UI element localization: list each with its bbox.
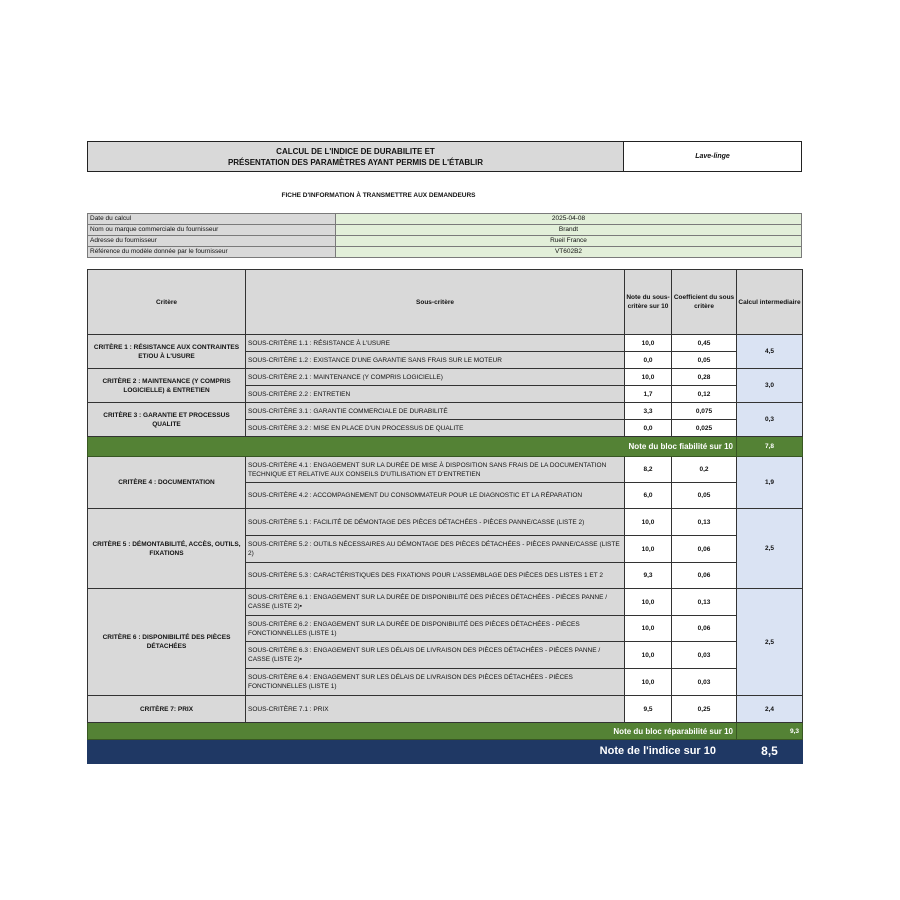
sub-criterion-coef: 0,13 bbox=[672, 589, 737, 616]
header-sous-critere: Sous-critère bbox=[246, 270, 625, 335]
info-value: Brandt bbox=[336, 225, 802, 236]
criterion-label: CRITÈRE 2 : MAINTENANCE (Y COMPRIS LOGICIELLE) & ENTRETIEN bbox=[88, 369, 246, 403]
info-row bbox=[88, 225, 802, 236]
criterion-calc: 0,3 bbox=[737, 403, 803, 437]
header-note: Note du sous-critère sur 10 bbox=[625, 270, 672, 335]
indice-value: 8,5 bbox=[737, 740, 803, 764]
info-row bbox=[88, 247, 802, 258]
header-critere: Critère bbox=[88, 270, 246, 335]
sub-criterion-note: 6,0 bbox=[625, 483, 672, 509]
sub-criterion-coef: 0,05 bbox=[672, 483, 737, 509]
criterion-calc: 4,5 bbox=[737, 335, 803, 369]
info-value: Rueil France bbox=[336, 236, 802, 247]
criterion-label: CRITÈRE 3 : GARANTIE ET PROCESSUS QUALITE bbox=[88, 403, 246, 437]
table-row bbox=[88, 335, 803, 352]
criterion-calc: 2,5 bbox=[737, 589, 803, 696]
table-header-row bbox=[88, 270, 803, 335]
header-coefficient: Coefficient du sous critère bbox=[672, 270, 737, 335]
product-type: Lave-linge bbox=[624, 141, 802, 172]
sub-criterion-label: SOUS-CRITÈRE 1.2 : EXISTANCE D'UNE GARANTIE SANS FRAIS SUR LE MOTEUR bbox=[246, 352, 625, 369]
sub-criterion-label: SOUS-CRITÈRE 3.1 : GARANTIE COMMERCIALE DE DURABILITÉ bbox=[246, 403, 625, 420]
sub-criterion-note: 3,3 bbox=[625, 403, 672, 420]
reparabilite-label: Note du bloc réparabilité sur 10 bbox=[88, 723, 737, 740]
sub-criterion-coef: 0,06 bbox=[672, 616, 737, 642]
sub-criterion-label: SOUS-CRITÈRE 3.2 : MISE EN PLACE D'UN PROCESSUS DE QUALITE bbox=[246, 420, 625, 437]
sub-criterion-label: SOUS-CRITÈRE 1.1 : RÉSISTANCE À L'USURE bbox=[246, 335, 625, 352]
header-calcul: Calcul intermediaire bbox=[737, 270, 803, 335]
sub-criterion-label: SOUS-CRITÈRE 7.1 : PRIX bbox=[246, 696, 625, 723]
sub-criterion-coef: 0,45 bbox=[672, 335, 737, 352]
sub-criterion-note: 0,0 bbox=[625, 352, 672, 369]
sub-criterion-coef: 0,025 bbox=[672, 420, 737, 437]
info-row bbox=[88, 214, 802, 225]
criterion-label: CRITÈRE 7: PRIX bbox=[88, 696, 246, 723]
sub-criterion-coef: 0,13 bbox=[672, 509, 737, 536]
sub-criterion-label: SOUS-CRITÈRE 6.1 : ENGAGEMENT SUR LA DURÉE DE DISPONIBILITÉ DES PIÈCES DÉTACHÉES - PIÈCES PANNE / CASSE (LISTE 2)▪ bbox=[246, 589, 625, 616]
criterion-label: CRITÈRE 5 : DÉMONTABILITÉ, ACCÈS, OUTILS, FIXATIONS bbox=[88, 509, 246, 589]
sub-criterion-label: SOUS-CRITÈRE 4.2 : ACCOMPAGNEMENT DU CONSOMMATEUR POUR LE DIAGNOSTIC ET LA RÉPARATION bbox=[246, 483, 625, 509]
sub-criterion-label: SOUS-CRITÈRE 5.2 : OUTILS NÉCESSAIRES AU DÉMONTAGE DES PIÈCES DÉTACHÉES - PIÈCES PANNE/CASSE (LISTE 2) bbox=[246, 536, 625, 563]
table-row bbox=[88, 696, 803, 723]
sub-criterion-coef: 0,06 bbox=[672, 536, 737, 563]
info-label: Adresse du fournisseur bbox=[88, 236, 336, 247]
sub-criterion-label: SOUS-CRITÈRE 6.2 : ENGAGEMENT SUR LA DURÉE DE DISPONIBILITÉ DES PIÈCES DÉTACHÉES - PIÈCES FONCTIONNELLES (LISTE 1) bbox=[246, 616, 625, 642]
fiabilite-label: Note du bloc fiabilité sur 10 bbox=[88, 437, 737, 457]
sub-criterion-note: 9,5 bbox=[625, 696, 672, 723]
sub-criterion-coef: 0,05 bbox=[672, 352, 737, 369]
sub-criterion-label: SOUS-CRITÈRE 5.3 : CARACTÉRISTIQUES DES FIXATIONS POUR L'ASSEMBLAGE DES PIÈCES DES LISTES 1 ET 2 bbox=[246, 563, 625, 589]
criterion-calc: 3,0 bbox=[737, 369, 803, 403]
sub-criterion-coef: 0,25 bbox=[672, 696, 737, 723]
sub-criterion-label: SOUS-CRITÈRE 6.3 : ENGAGEMENT SUR LES DÉLAIS DE LIVRAISON DES PIÈCES DÉTACHÉES - PIÈCES PANNE / CASSE (LISTE 2)▪ bbox=[246, 642, 625, 669]
title-line-1: CALCUL DE L'INDICE DE DURABILITE ET bbox=[276, 146, 435, 156]
subtitle: FICHE D'INFORMATION À TRANSMETTRE AUX DEMANDEURS bbox=[281, 192, 476, 199]
table-row bbox=[88, 509, 803, 536]
sub-criterion-note: 10,0 bbox=[625, 509, 672, 536]
title-line-2: PRÉSENTATION DES PARAMÈTRES AYANT PERMIS DE L'ÉTABLIR bbox=[227, 157, 484, 167]
sub-criterion-note: 10,0 bbox=[625, 335, 672, 352]
sub-criterion-coef: 0,12 bbox=[672, 386, 737, 403]
table-row bbox=[88, 457, 803, 483]
criterion-label: CRITÈRE 4 : DOCUMENTATION bbox=[88, 457, 246, 509]
info-value: 2025-04-08 bbox=[336, 214, 802, 225]
sub-criterion-note: 10,0 bbox=[625, 589, 672, 616]
criterion-calc: 1,9 bbox=[737, 457, 803, 509]
criteria-table bbox=[87, 269, 803, 764]
info-row bbox=[88, 236, 802, 247]
sub-criterion-note: 10,0 bbox=[625, 369, 672, 386]
fiabilite-total-row bbox=[88, 437, 803, 457]
sub-criterion-coef: 0,28 bbox=[672, 369, 737, 386]
info-label: Référence du modèle donnée par le fournisseur bbox=[88, 247, 336, 258]
sub-criterion-coef: 0,075 bbox=[672, 403, 737, 420]
sub-criterion-coef: 0,03 bbox=[672, 642, 737, 669]
sub-criterion-note: 10,0 bbox=[625, 669, 672, 696]
document-title-block bbox=[87, 141, 802, 172]
criterion-label: CRITÈRE 6 : DISPONIBILITÉ DES PIÈCES DÉTACHÉES bbox=[88, 589, 246, 696]
info-label: Date du calcul bbox=[88, 214, 336, 225]
indice-total-row bbox=[88, 740, 803, 764]
info-label: Nom ou marque commerciale du fournisseur bbox=[88, 225, 336, 236]
supplier-info-table bbox=[87, 213, 802, 258]
sub-criterion-label: SOUS-CRITÈRE 4.1 : ENGAGEMENT SUR LA DURÉE DE MISE À DISPOSITION SANS FRAIS DE LA DOCUMENTATION TECHNIQUE ET RELATIVE AUX CONSEILS D'UTILISATION ET D'ENTRETIEN bbox=[246, 457, 625, 483]
sub-criterion-note: 8,2 bbox=[625, 457, 672, 483]
table-row bbox=[88, 403, 803, 420]
indice-label: Note de l'indice sur 10 bbox=[88, 740, 737, 764]
sub-criterion-note: 9,3 bbox=[625, 563, 672, 589]
criterion-label: CRITÈRE 1 : RÉSISTANCE AUX CONTRAINTES ET/OU À L'USURE bbox=[88, 335, 246, 369]
reparabilite-value: 9,3 bbox=[737, 723, 803, 740]
criterion-calc: 2,5 bbox=[737, 509, 803, 589]
sub-criterion-coef: 0,2 bbox=[672, 457, 737, 483]
fiabilite-value: 7,8 bbox=[737, 437, 803, 457]
reparabilite-total-row bbox=[88, 723, 803, 740]
sub-criterion-note: 10,0 bbox=[625, 536, 672, 563]
info-value: VT602B2 bbox=[336, 247, 802, 258]
sub-criterion-coef: 0,06 bbox=[672, 563, 737, 589]
sub-criterion-note: 1,7 bbox=[625, 386, 672, 403]
sub-criterion-note: 0,0 bbox=[625, 420, 672, 437]
sub-criterion-note: 10,0 bbox=[625, 616, 672, 642]
sub-criterion-note: 10,0 bbox=[625, 642, 672, 669]
sub-criterion-label: SOUS-CRITÈRE 6.4 : ENGAGEMENT SUR LES DÉLAIS DE LIVRAISON DES PIÈCES DÉTACHÉES - PIÈCES FONCTIONNELLES (LISTE 1) bbox=[246, 669, 625, 696]
table-row bbox=[88, 589, 803, 616]
document-title bbox=[87, 141, 624, 172]
criterion-calc: 2,4 bbox=[737, 696, 803, 723]
sub-criterion-label: SOUS-CRITÈRE 2.1 : MAINTENANCE (Y COMPRIS LOGICIELLE) bbox=[246, 369, 625, 386]
sub-criterion-label: SOUS-CRITÈRE 5.1 : FACILITÉ DE DÉMONTAGE DES PIÈCES DÉTACHÉES - PIÈCES PANNE/CASSE (LISTE 2) bbox=[246, 509, 625, 536]
table-row bbox=[88, 369, 803, 386]
sub-criterion-label: SOUS-CRITÈRE 2.2 : ENTRETIEN bbox=[246, 386, 625, 403]
sub-criterion-coef: 0,03 bbox=[672, 669, 737, 696]
